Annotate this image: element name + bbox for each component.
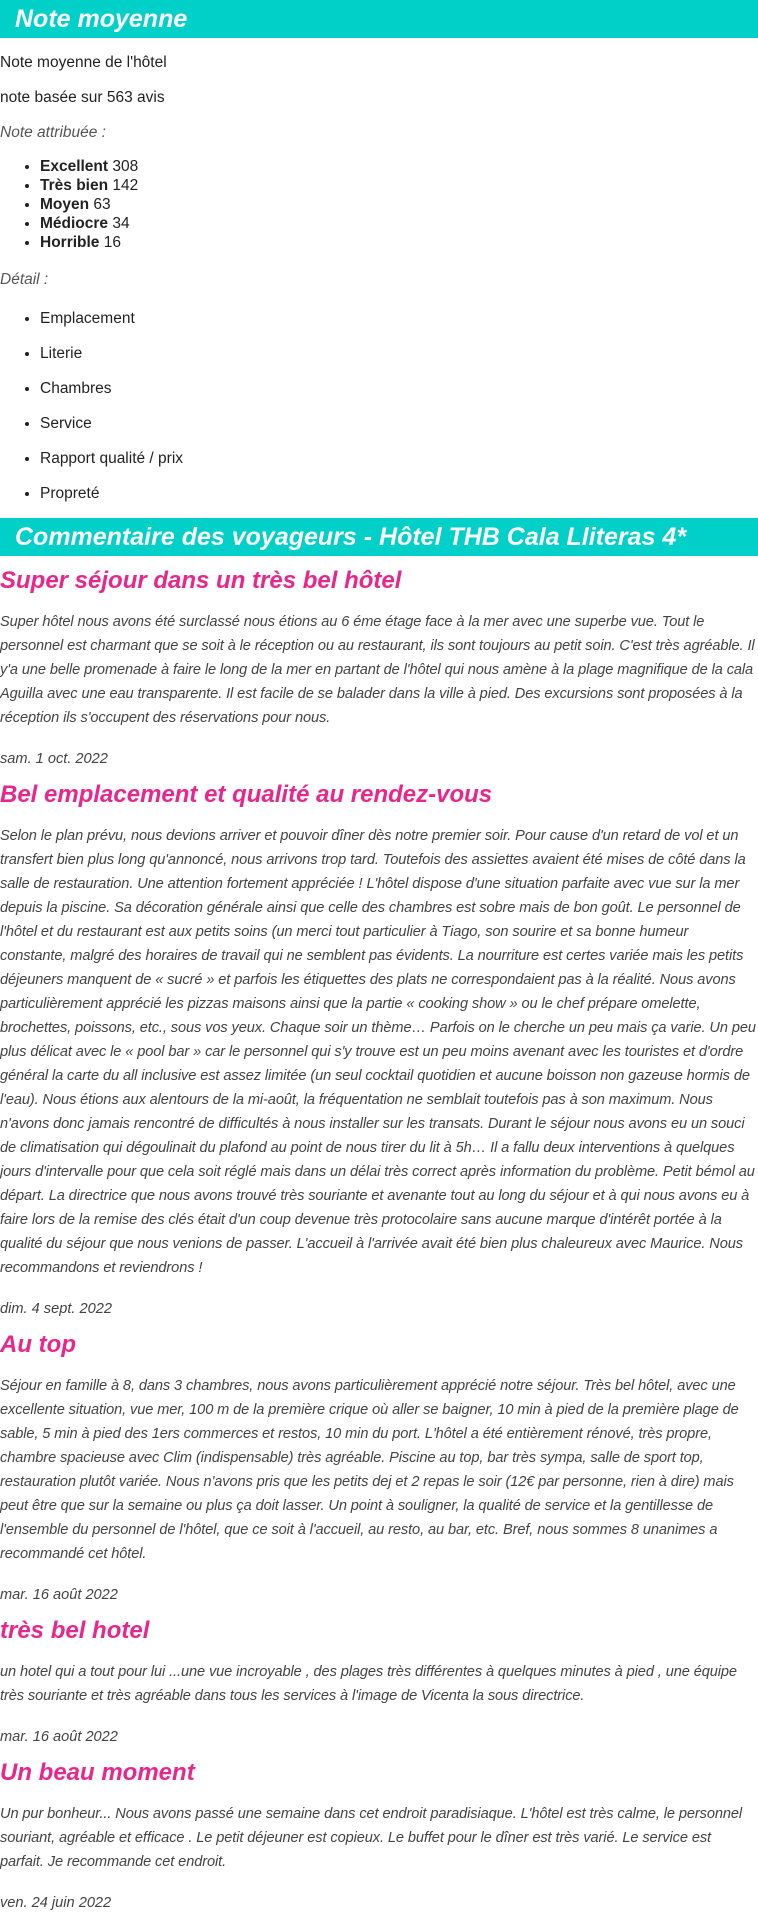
- review-text: Séjour en famille à 8, dans 3 chambres, nous avons particulièrement apprécié notre séjour. Très bel hôtel, avec une excellente situation, vue mer, 100 m de la première crique où aller se baigner, 10 min à pied de la première plage de sable, 5 min à pied des 1ers commerces et restos, 10 min du port. L'hôtel a été entièrement rénové, très propre, chambre spacieuse avec Clim (indispensable) très agréable. Piscine au top, bar très sympa, salle de sport top, restauration plutôt variée. Nous n'avons pris que les petits dej et 2 repas le soir (12€ par personne, rien à dire) mais peut être que sur la semaine ou plus ça doit lasser. Un point à souligner, la qualité de service et la gentillesse de l'ensemble du personnel de l'hôtel, que ce soit à l'accueil, au resto, au bar, etc. Bref, nous sommes 8 unanimes a recommandé cet hôtel.: [0, 1378, 739, 1562]
- review-text: Selon le plan prévu, nous devions arriver et pouvoir dîner dès notre premier soir. Pour cause d'un retard de vol et un transfert bien plus long qu'annoncé, nous arrivons trop tard. Toutefois des assiettes avaient été mises de côté dans la salle de restauration. Une attention fortement appréciée ! L'hôtel dispose d'une situation parfaite avec vue sur la mer depuis la piscine. Sa décoration générale ainsi que celle des chambres est sobre mais de bon goût. Le personnel de l'hôtel et du restaurant est aux petits soins (un merci tout particulier à Tiago, son sourire et sa bonne humeur constante, malgré des horaires de travail qui ne semblent pas évidents. La nourriture est certes variée mais les petits déjeuners manquent de « sucré » et parfois les étiquettes des plats ne correspondaient pas à la réalité. Nous avons particulièrement apprécié les pizzas maisons ainsi que la partie « cooking show » ou le chef prépare omelette, brochettes, poissons, etc., sous vos yeux. Chaque soir un thème… Parfois on le cherche un peu mais ça varie. Un peu plus délicat avec le « pool bar » car le personnel qui s'y trouve est un peu moins avenant avec les touristes et d'ordre général la carte du all inclusive est assez limitée (un seul cocktail quotidien et aucune boisson non gazeuse hormis de l'eau). Nous étions aux alentours de la mi-août, la fréquentation ne semblait toutefois pas à son maximum. Nous n'avons donc jamais rencontré de difficultés à nous installer sur les transats. Durant le séjour nous avons eu un souci de climatisation qui dégoulinait du plafond au point de nous tirer du lit à 5h… Il a fallu deux interventions à quelques jours d'intervalle pour que cela soit réglé mais dans un délai très correct après information du problème. Petit bémol au départ. La directrice que nous avons trouvé très souriante et avenante tout au long du séjour et à qui nous avons eu à faire lors de la remise des clés était d'un coup devenue très protocolaire sans aucune marque d'intérêt portée à la qualité du séjour que nous venions de passer. L'accueil à l'arrivée avait été bien plus chaleureux avec Maurice. Nous recommandons et reviendrons !: [0, 828, 756, 1276]
- review-date: mar. 16 août 2022: [0, 1729, 118, 1745]
- detail-item-rapport-qualite-prix: • Rapport qualité / prix: [40, 448, 758, 470]
- rating-item-horrible: [40, 233, 758, 252]
- review-2: [0, 780, 758, 1320]
- review-5: [0, 1758, 758, 1914]
- rating-count: 63: [93, 196, 111, 213]
- rating-label: Médiocre: [40, 215, 109, 232]
- rating-label: Horrible: [40, 234, 100, 251]
- review-title: très bel hotel: [0, 1617, 150, 1644]
- rating-item-mediocre: [40, 214, 758, 233]
- average-rating-label: Note moyenne de l'hôtel: [0, 54, 167, 71]
- review-title: Bel emplacement et qualité au rendez-vous: [0, 781, 493, 808]
- review-title: Un beau moment: [0, 1759, 195, 1786]
- review-title: Super séjour dans un très bel hôtel: [0, 567, 402, 594]
- ratings-list: [0, 157, 758, 252]
- review-text: Un pur bonheur... Nous avons passé une semaine dans cet endroit paradisiaque. L'hôtel est très calme, le personnel souriant, agréable et efficace . Le petit déjeuner est copieux. Le buffet pour le dîner est très varié. Le service est parfait. Je recommande cet endroit.: [0, 1806, 743, 1870]
- rating-item-tres-bien: [40, 176, 758, 195]
- review-title: Au top: [0, 1331, 76, 1358]
- detail-item-literie: • Literie: [40, 343, 758, 365]
- review-date: mar. 16 août 2022: [0, 1587, 118, 1603]
- rating-count: 34: [112, 215, 130, 232]
- rating-item-excellent: [40, 157, 758, 176]
- detail-list: [0, 308, 758, 505]
- rating-count: 16: [103, 234, 121, 251]
- reviews-heading: Commentaire des voyageurs - Hôtel THB Cala Lliteras 4*: [0, 518, 758, 556]
- detail-item-chambres: • Chambres: [40, 378, 758, 400]
- review-text: Super hôtel nous avons été surclassé nous étions au 6 éme étage face à la mer avec une superbe vue. Tout le personnel est charmant que se soit à le réception ou au restaurant, ils sont toujours au petit soin. C'est très agréable. Il y'a une belle promenade à faire le long de la mer en partant de l'hôtel qui nous amène à la plage magnifique de la cala Aguilla avec une eau transparente. Il est facile de se balader dans la ville à pied. Des excursions sont proposées à la réception ils s'occupent des réservations pour nous.: [0, 614, 755, 726]
- review-date: dim. 4 sept. 2022: [0, 1301, 112, 1317]
- detail-item-service: • Service: [40, 413, 758, 435]
- detail-item-proprete: • Propreté: [40, 483, 758, 505]
- detail-item-emplacement: • Emplacement: [40, 308, 758, 330]
- review-3: [0, 1330, 758, 1606]
- review-count-text: note basée sur 563 avis: [0, 89, 165, 106]
- review-1: [0, 566, 758, 770]
- review-date: ven. 24 juin 2022: [0, 1895, 112, 1911]
- average-rating-heading: Note moyenne: [0, 0, 758, 38]
- rating-count: 142: [112, 177, 139, 194]
- rating-item-moyen: [40, 195, 758, 214]
- ratings-label: Note attribuée :: [0, 124, 106, 141]
- rating-label: Excellent: [40, 158, 109, 175]
- rating-label: Très bien: [40, 177, 109, 194]
- review-text: un hotel qui a tout pour lui ...une vue incroyable , des plages très différentes à quelques minutes à pied , une équipe très souriante et très agréable dans tous les services à l'image de Vicenta la sous directrice.: [0, 1664, 737, 1704]
- review-4: [0, 1616, 758, 1748]
- rating-count: 308: [112, 158, 139, 175]
- detail-label: Détail :: [0, 271, 49, 288]
- review-date: sam. 1 oct. 2022: [0, 751, 108, 767]
- rating-label: Moyen: [40, 196, 90, 213]
